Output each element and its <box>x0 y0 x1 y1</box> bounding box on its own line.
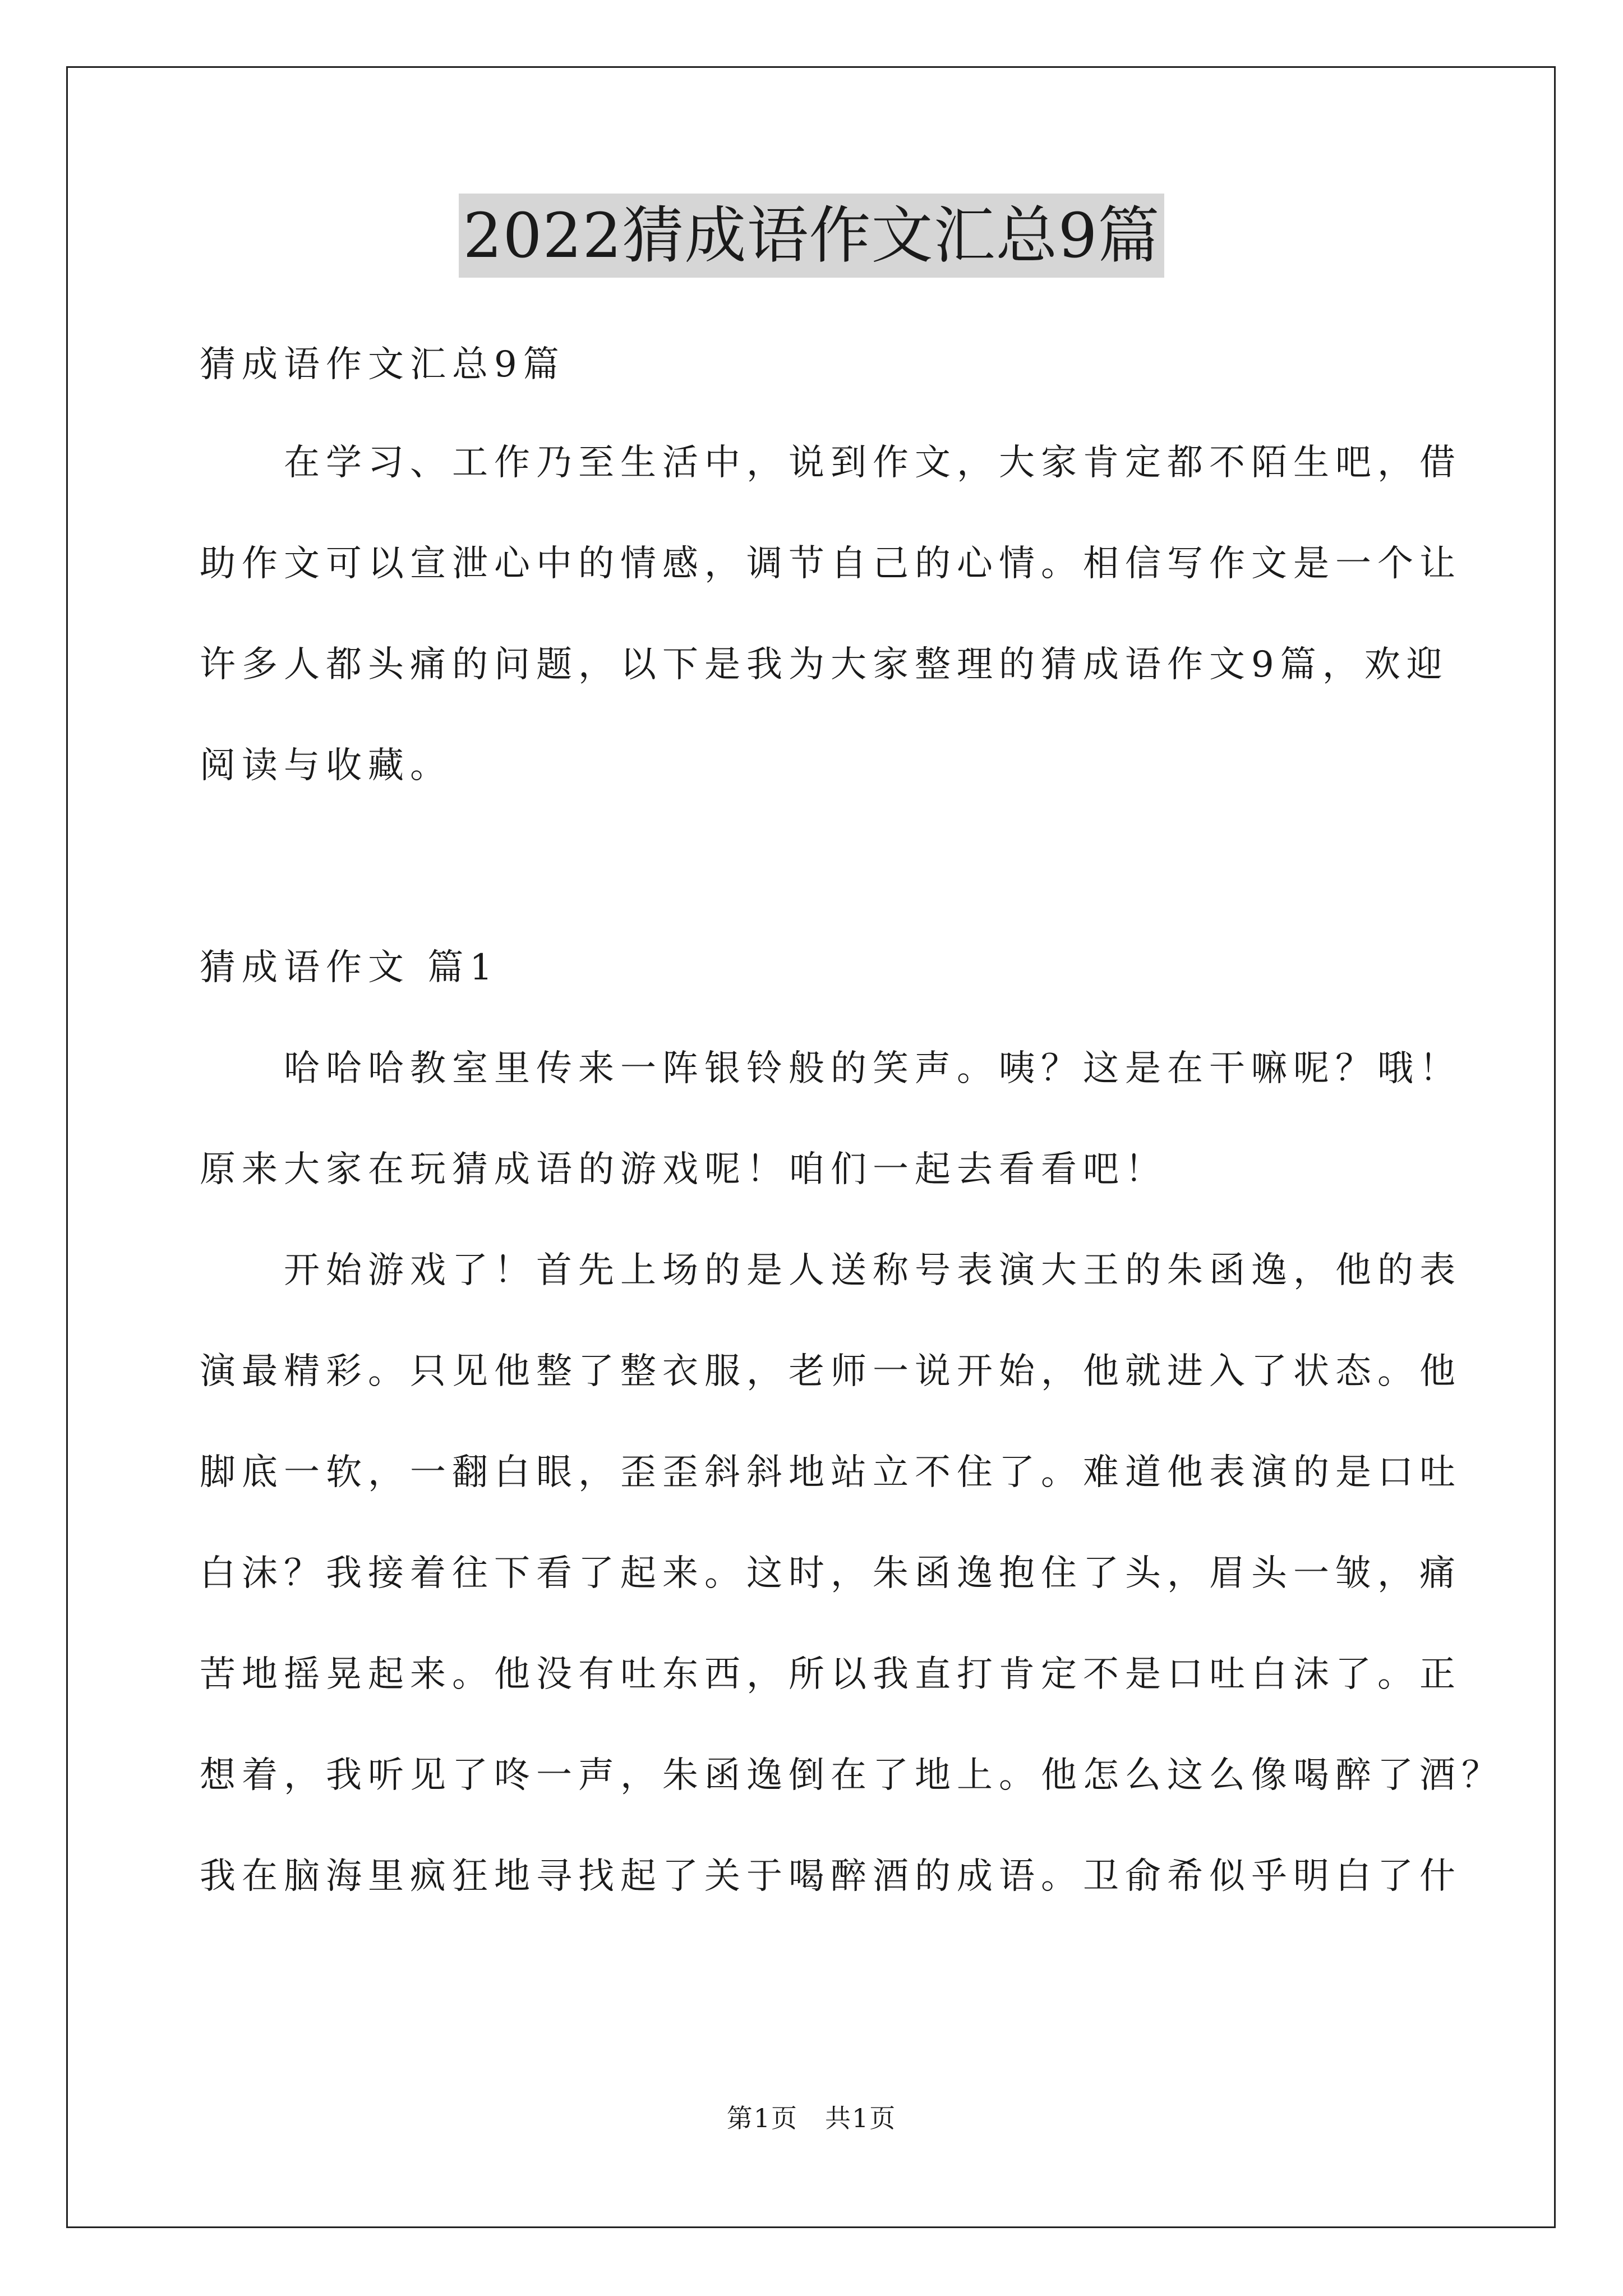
para2-line: 白沫？我接着往下看了起来。这时，朱函逸抱住了头，眉头一皱，痛 <box>200 1553 1461 1594</box>
para2-line: 我在脑海里疯狂地寻找起了关于喝醉酒的成语。卫俞希似乎明白了什 <box>200 1856 1461 1897</box>
para2-line: 开始游戏了！首先上场的是人送称号表演大王的朱函逸，他的表 <box>284 1250 1461 1291</box>
intro-line: 阅读与收藏。 <box>200 745 452 786</box>
para2-line: 想着，我听见了咚一声，朱函逸倒在了地上。他怎么这么像喝醉了酒？ <box>200 1755 1504 1796</box>
intro-line: 助作文可以宣泄心中的情感，调节自己的心情。相信写作文是一个让 <box>200 543 1461 585</box>
para2-line: 脚底一软，一翻白眼，歪歪斜斜地站立不住了。难道他表演的是口吐 <box>200 1452 1461 1493</box>
section-heading: 猜成语作文 篇1 <box>200 947 499 988</box>
subtitle: 猜成语作文汇总9篇 <box>200 344 565 385</box>
title-container <box>0 194 1623 278</box>
page-footer: 第1页 共1页 <box>726 2103 897 2133</box>
para1-line: 原来大家在玩猜成语的游戏呢！咱们一起去看看吧！ <box>200 1149 1167 1190</box>
para1-line: 哈哈哈教室里传来一阵银铃般的笑声。咦？这是在干嘛呢？哦！ <box>284 1048 1461 1089</box>
para2-line: 苦地摇晃起来。他没有吐东西，所以我直打肯定不是口吐白沫了。正 <box>200 1654 1461 1695</box>
document-title: 2022猜成语作文汇总9篇 <box>459 194 1165 278</box>
intro-line: 许多人都头痛的问题，以下是我为大家整理的猜成语作文9篇，欢迎 <box>200 644 1449 685</box>
para2-line: 演最精彩。只见他整了整衣服，老师一说开始，他就进入了状态。他 <box>200 1351 1461 1392</box>
intro-line: 在学习、工作乃至生活中，说到作文，大家肯定都不陌生吧，借 <box>284 442 1461 484</box>
